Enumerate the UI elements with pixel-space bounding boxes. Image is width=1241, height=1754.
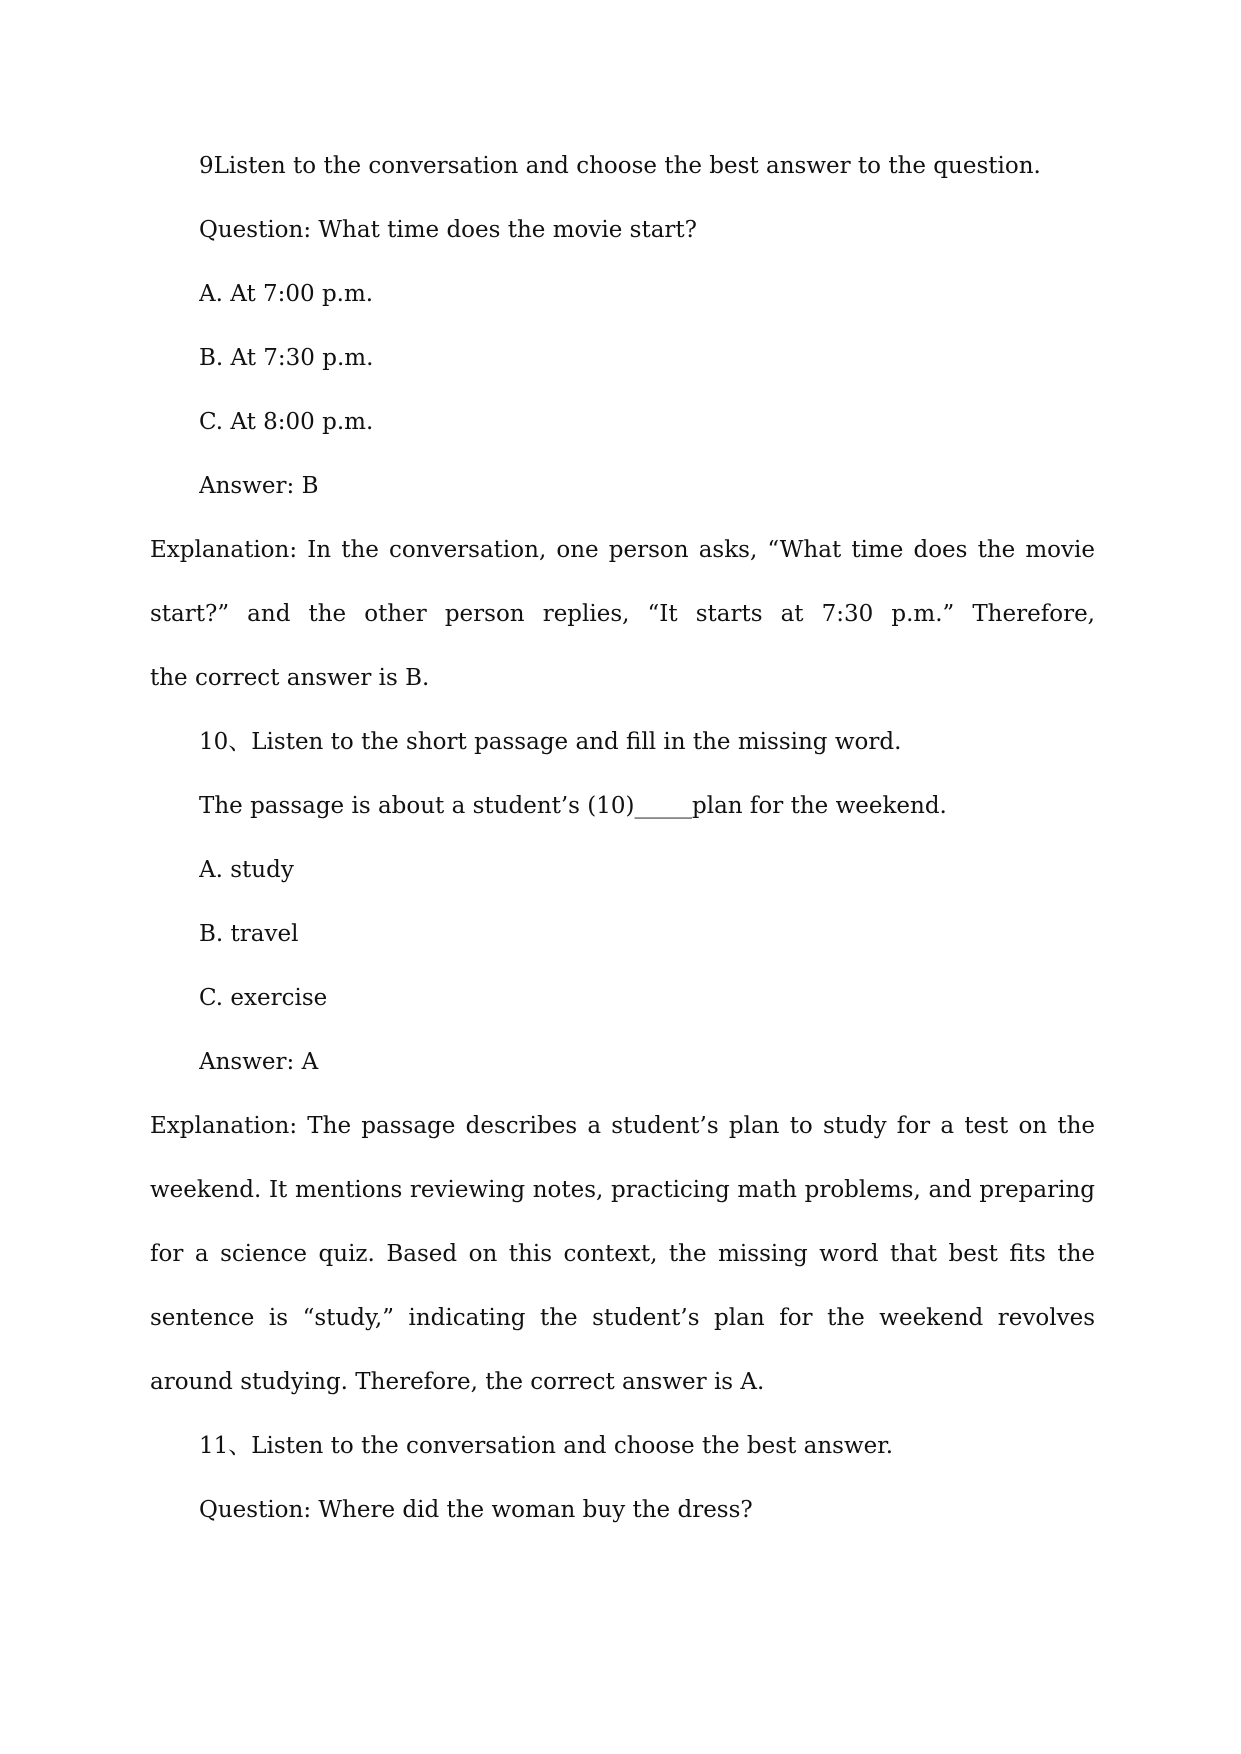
q10-explanation-line-1: Explanation: The passage describes a student’s plan to study for a test on the [150, 1113, 1095, 1139]
q9-question: Question: What time does the movie start? [199, 217, 697, 243]
q10-option-a: A. study [199, 857, 294, 883]
q10-explanation-line-2: weekend. It mentions reviewing notes, practicing math problems, and preparing [150, 1177, 1095, 1203]
q10-question: The passage is about a student’s (10)_____plan for the weekend. [199, 793, 947, 819]
q10-explanation-line-3: for a science quiz. Based on this context, the missing word that best fits the [150, 1241, 1095, 1267]
q10-option-c: C. exercise [199, 985, 328, 1011]
q9-explanation-line-3: the correct answer is B. [150, 665, 430, 691]
q10-explanation-line-5: around studying. Therefore, the correct answer is A. [150, 1369, 765, 1395]
q10-explanation-line-4: sentence is “study,” indicating the student’s plan for the weekend revolves [150, 1305, 1095, 1331]
q9-explanation-line-2: start?” and the other person replies, “It starts at 7:30 p.m.” Therefore, [150, 601, 1095, 627]
q10-option-b: B. travel [199, 921, 299, 947]
q9-answer: Answer: B [199, 473, 319, 499]
q9-explanation-line-1: Explanation: In the conversation, one person asks, “What time does the movie [150, 537, 1095, 563]
q9-option-b: B. At 7:30 p.m. [199, 345, 374, 371]
q10-prompt: 10、Listen to the short passage and fill in the missing word. [199, 729, 902, 755]
q11-question: Question: Where did the woman buy the dress? [199, 1497, 753, 1523]
q9-prompt: 9Listen to the conversation and choose the best answer to the question. [199, 153, 1041, 179]
q10-answer: Answer: A [199, 1049, 319, 1075]
q11-prompt: 11、Listen to the conversation and choose the best answer. [199, 1433, 894, 1459]
q9-option-c: C. At 8:00 p.m. [199, 409, 374, 435]
q9-option-a: A. At 7:00 p.m. [199, 281, 374, 307]
